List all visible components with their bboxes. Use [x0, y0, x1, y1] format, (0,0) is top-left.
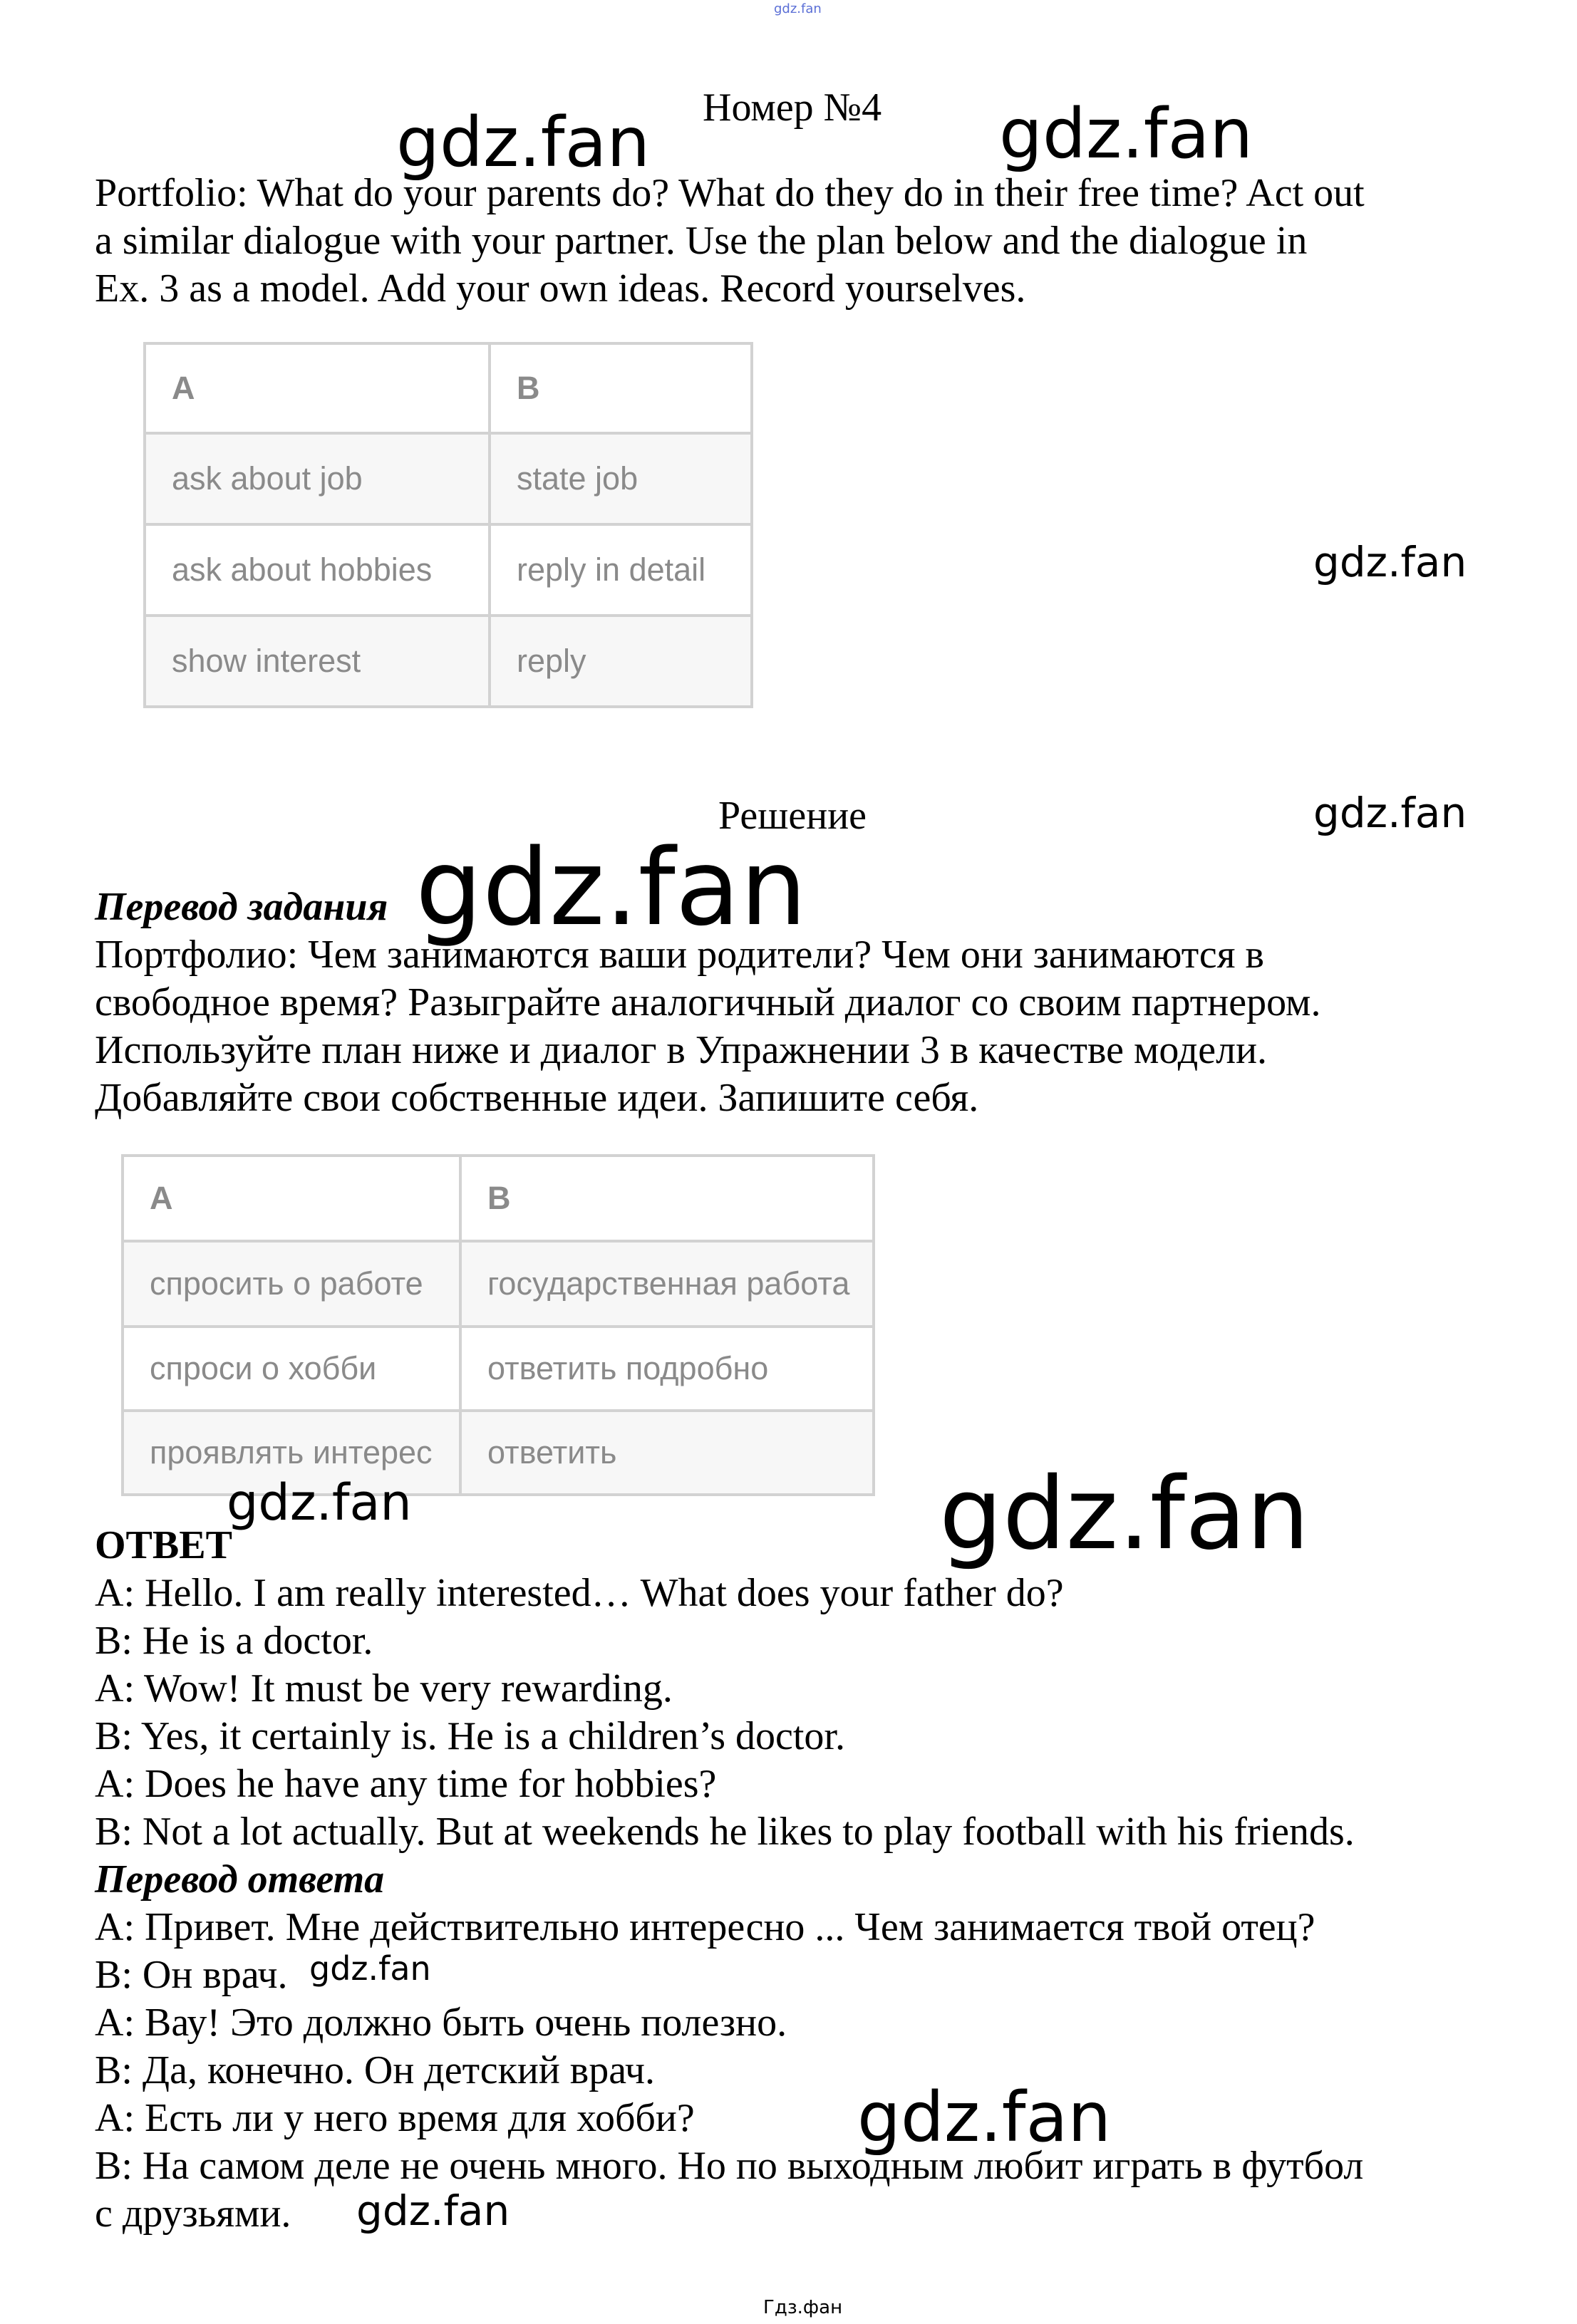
- page-heading: Номер №4: [703, 85, 882, 130]
- top-site-tag: gdz.fan: [774, 1, 822, 16]
- translation-task-line: Портфолио: Чем занимаются ваши родители? Чем они занимаются в: [95, 933, 1264, 977]
- watermark: gdz.fan: [1313, 789, 1467, 837]
- watermark: gdz.fan: [1313, 538, 1467, 586]
- answer-translation-line: B: На самом деле не очень много. Но по выходным любит играть в футбол: [95, 2144, 1364, 2188]
- watermark: gdz.fan: [227, 1473, 412, 1532]
- watermark: gdz.fan: [309, 1949, 431, 1988]
- answer-line: B: He is a doctor.: [95, 1619, 373, 1663]
- translation-task-line: Используйте план ниже и диалог в Упражнении 3 в качестве модели.: [95, 1028, 1268, 1072]
- plan-table-ru: [121, 1154, 875, 1496]
- answer-line: A: Does he have any time for hobbies?: [95, 1762, 717, 1806]
- table-cell: reply: [490, 616, 752, 707]
- answer-translation-line: A: Вау! Это должно быть очень полезно.: [95, 2001, 787, 2045]
- watermark: gdz.fan: [999, 94, 1253, 174]
- watermark: gdz.fan: [415, 826, 807, 949]
- solution-heading: Решение: [718, 794, 867, 838]
- watermark: gdz.fan: [857, 2077, 1112, 2157]
- answer-translation-line: с друзьями.: [95, 2191, 291, 2236]
- task-line: a similar dialogue with your partner. Use the plan below and the dialogue in: [95, 219, 1308, 263]
- answer-line: B: Yes, it certainly is. He is a children’s doctor.: [95, 1714, 845, 1758]
- table-header-cell: A: [123, 1156, 460, 1241]
- watermark: gdz.fan: [396, 103, 651, 182]
- table-cell: проявлять интерес: [123, 1411, 460, 1495]
- answer-line: A: Hello. I am really interested… What does your father do?: [95, 1571, 1064, 1615]
- answer-translation-line: A: Привет. Мне действительно интересно ... Чем занимается твой отец?: [95, 1905, 1315, 1949]
- answer-heading: ОТВЕТ: [95, 1523, 232, 1567]
- task-text: [95, 170, 1365, 313]
- table-header-cell: B: [490, 343, 752, 433]
- plan-table-en: [143, 342, 753, 708]
- answer-line: B: Not a lot actually. But at weekends he likes to play football with his friends.: [95, 1810, 1355, 1854]
- translation-task-heading: Перевод задания: [95, 885, 388, 929]
- watermark: gdz.fan: [356, 2186, 510, 2235]
- translation-task-line: Добавляйте свои собственные идеи. Запишите себя.: [95, 1076, 979, 1120]
- answer-translation-line: B: Он врач.: [95, 1953, 288, 1997]
- table-header-cell: B: [460, 1156, 874, 1241]
- task-line: Ex. 3 as a model. Add your own ideas. Record yourselves.: [95, 266, 1026, 311]
- footer-tag: Гдз.фан: [763, 2297, 843, 2318]
- answer-line: A: Wow! It must be very rewarding.: [95, 1666, 673, 1711]
- table-cell: show interest: [145, 616, 490, 707]
- answer-translation-line: B: Да, конечно. Он детский врач.: [95, 2048, 656, 2092]
- answer-translation-line: A: Есть ли у него время для хобби?: [95, 2096, 695, 2140]
- watermark: gdz.fan: [939, 1456, 1310, 1572]
- translation-task-line: свободное время? Разыграйте аналогичный диалог со своим партнером.: [95, 980, 1321, 1024]
- table-cell: спросить о работе: [123, 1241, 460, 1327]
- answer-translation-heading: Перевод ответа: [95, 1857, 385, 1902]
- table-cell: ответить подробно: [460, 1327, 874, 1411]
- table-cell: reply in detail: [490, 524, 752, 616]
- table-cell: state job: [490, 433, 752, 524]
- table-cell: государственная работа: [460, 1241, 874, 1327]
- task-line: Portfolio: What do your parents do? What do they do in their free time? Act out: [95, 171, 1365, 215]
- table-cell: спроси о хобби: [123, 1327, 460, 1411]
- table-cell: ask about hobbies: [145, 524, 490, 616]
- table-header-cell: A: [145, 343, 490, 433]
- table-cell: ответить: [460, 1411, 874, 1495]
- table-cell: ask about job: [145, 433, 490, 524]
- answer-block: [95, 1522, 1363, 2238]
